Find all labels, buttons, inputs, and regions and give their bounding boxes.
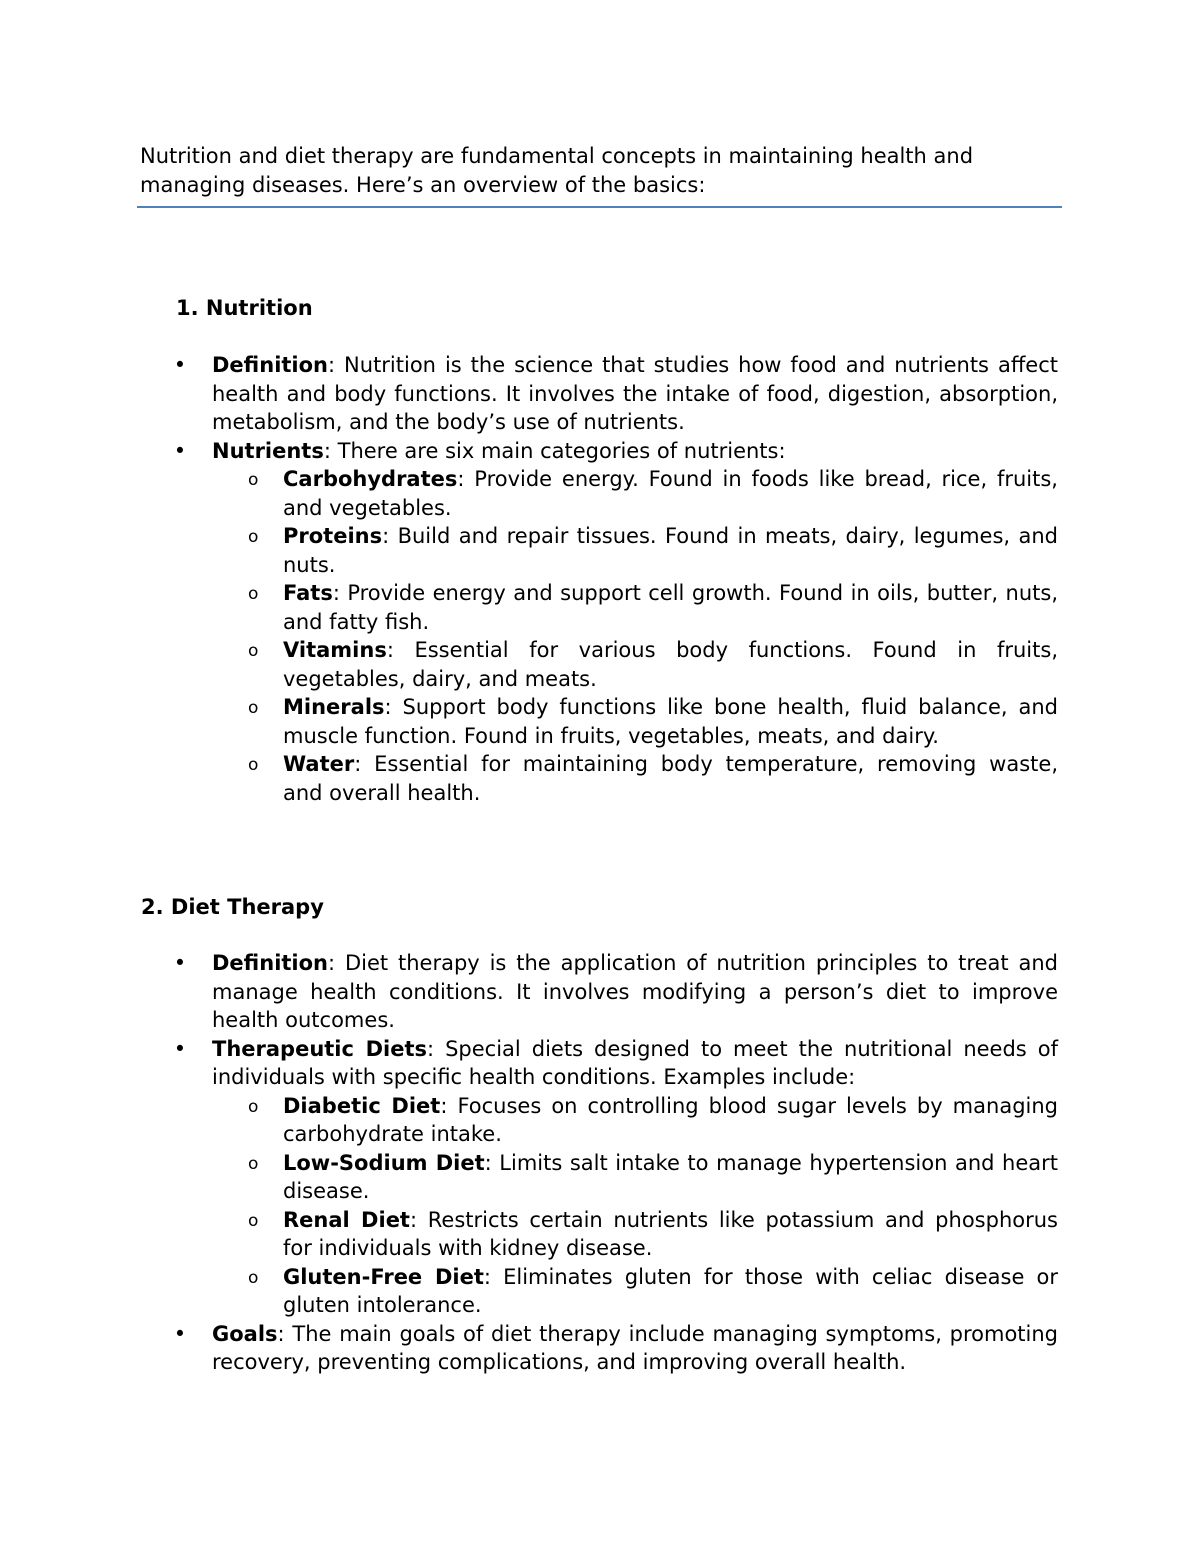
item-text: : Restricts certain nutrients like potassium and phosphorus for individuals with kidney disease. [283, 1207, 1058, 1260]
circle-bullet-icon: o [248, 1096, 259, 1117]
term-label: Renal Diet [283, 1207, 410, 1232]
item-text: : Diet therapy is the application of nutrition principles to treat and manage health conditions. It involves modifying a person’s diet to improve health outcomes. [212, 951, 1058, 1032]
term-label: Low-Sodium Diet [283, 1150, 485, 1175]
term-label: Nutrients [212, 438, 324, 463]
sublist-item-renal-diet [248, 1206, 1058, 1263]
heading-nutrition [176, 294, 313, 323]
list-item-definition [0, 351, 1058, 437]
item-text: : Focuses on controlling blood sugar levels by managing carbohydrate intake. [283, 1093, 1058, 1146]
item-text: : There are six main categories of nutrients: [323, 438, 786, 463]
circle-bullet-icon: o [248, 470, 259, 490]
term-label: Proteins [283, 524, 383, 548]
term-label: Diabetic Diet [283, 1093, 441, 1118]
item-text: : Limits salt intake to manage hypertension and heart disease. [283, 1150, 1059, 1203]
item-text: : Special diets designed to meet the nutritional needs of individuals with specific health conditions. Examples include: [212, 1036, 1058, 1089]
term-label: Definition [212, 951, 329, 975]
term-label: Therapeutic Diets [212, 1036, 428, 1061]
term-label: Goals [212, 1321, 278, 1346]
intro-paragraph: Nutrition and diet therapy are fundamental concepts in maintaining health and managing diseases. Here’s an overview of the basics: [140, 144, 974, 197]
list-item-therapeutic-diets [0, 1035, 1058, 1320]
item-text: : Provide energy. Found in foods like bread, rice, fruits, and vegetables. [283, 467, 1058, 520]
item-text: : Essential for various body functions. Found in fruits, vegetables, dairy, and meats. [283, 638, 1058, 691]
circle-bullet-icon: o [248, 584, 259, 604]
list-item-goals [0, 1320, 1058, 1377]
term-label: Water [283, 752, 355, 776]
circle-bullet-icon: o [248, 1153, 259, 1174]
sublist-item-diabetic-diet [248, 1092, 1058, 1149]
heading-title: Diet Therapy [170, 895, 324, 919]
sublist-item-carbohydrates [248, 465, 1058, 522]
circle-bullet-icon: o [248, 641, 259, 661]
circle-bullet-icon: o [248, 698, 259, 718]
heading-number: 2. [141, 895, 164, 919]
therapeutic-diets-sublist [212, 1092, 1058, 1320]
nutrition-section [0, 351, 1200, 807]
bullet-icon: • [173, 1036, 187, 1061]
item-text: : Support body functions like bone health, fluid balance, and muscle function. Found in fruits, vegetables, meats, and dairy. [283, 695, 1058, 748]
heading-diet-therapy [141, 893, 324, 922]
sublist-item-minerals [248, 693, 1058, 750]
circle-bullet-icon: o [248, 527, 259, 547]
intro-divider [137, 206, 1062, 208]
sublist-item-gluten-free-diet [248, 1263, 1058, 1320]
item-text: : The main goals of diet therapy include managing symptoms, promoting recovery, preventing complications, and improving overall health. [212, 1321, 1058, 1374]
nutrients-sublist [212, 465, 1058, 807]
circle-bullet-icon: o [248, 755, 259, 775]
sublist-item-low-sodium-diet [248, 1149, 1059, 1206]
nutrition-list [0, 351, 1200, 807]
item-text: : Essential for maintaining body temperature, removing waste, and overall health. [283, 752, 1058, 805]
sublist-item-proteins [248, 522, 1058, 579]
item-text: : Nutrition is the science that studies how food and nutrients affect health and body functions. It involves the intake of food, digestion, absorption, metabolism, and the body’s use of nutrients. [212, 353, 1058, 434]
list-item-nutrients [0, 437, 1058, 808]
bullet-icon: • [173, 353, 187, 377]
item-text: : Provide energy and support cell growth. Found in oils, butter, nuts, and fatty fish. [283, 581, 1058, 634]
bullet-icon: • [173, 438, 187, 463]
term-label: Minerals [283, 695, 385, 719]
bullet-icon: • [173, 1321, 187, 1346]
circle-bullet-icon: o [248, 1210, 259, 1231]
diet-therapy-section [0, 949, 1200, 1377]
circle-bullet-icon: o [248, 1267, 259, 1288]
bullet-icon: • [173, 951, 187, 975]
list-item-definition [0, 949, 1058, 1035]
term-label: Carbohydrates [283, 467, 458, 491]
term-label: Definition [212, 353, 329, 377]
term-label: Vitamins [283, 638, 387, 662]
term-label: Fats [283, 581, 333, 605]
item-text: : Eliminates gluten for those with celiac disease or gluten intolerance. [283, 1264, 1058, 1317]
heading-title: Nutrition [205, 296, 313, 320]
term-label: Gluten-Free Diet [283, 1264, 484, 1289]
heading-number: 1. [176, 296, 199, 320]
sublist-item-vitamins [248, 636, 1058, 693]
diet-therapy-list [0, 949, 1200, 1377]
item-text: : Build and repair tissues. Found in meats, dairy, legumes, and nuts. [283, 524, 1058, 577]
sublist-item-water [248, 750, 1058, 807]
sublist-item-fats [248, 579, 1058, 636]
